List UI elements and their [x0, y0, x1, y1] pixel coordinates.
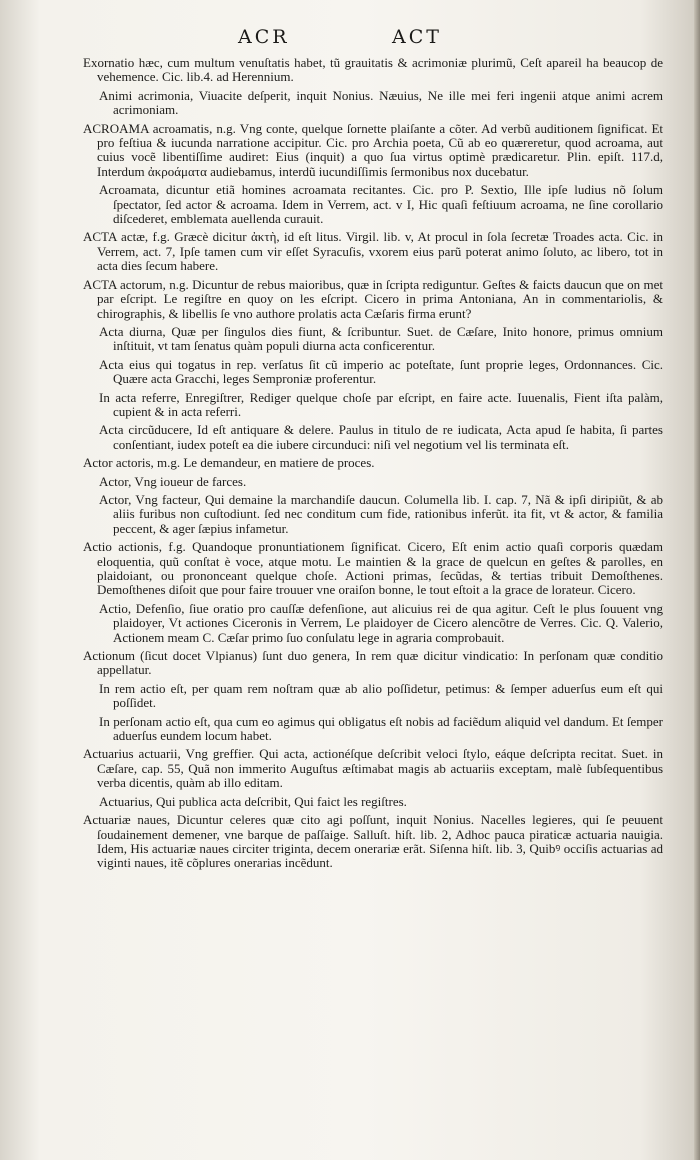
entry-actio-defensio: Actio, Defenſio, ſiue oratio pro cauſſæ defenſione, aut alicuius rei de qua agitur. Ceſt le plus ſouuent vng plaidoyer, Vt actiones Ciceronis in Verrem, Le plaidoyer de Cicero alencõtre de Verres. Cic. Q. Valerio, Actionem meam C. Cæſar primo ſuo conſulatu lege in agraria comprobauit.: [99, 600, 663, 645]
entry-acroamata: Acroamata, dicuntur etiã homines acroamata recitantes. Cic. pro P. Sextio, Ille ipſe ludius nõ ſolum ſpectator, ſed actor & acroama. Idem in Verrem, act. v I, Hic quaſi feſtiuum acroama, ne ſine corollario diſcederet, emblemata auellenda curauit.: [99, 182, 663, 227]
entry-actor: Actor actoris, m.g. Le demandeur, en matiere de proces.: [83, 455, 375, 471]
entry-actor-facteur: Actor, Vng facteur, Qui demaine la marchandiſe daucun. Columella lib. I. cap. 7, Nã & ipſi diripiũt, & ab aliis furibus non cuſtodiunt. ſed nec conditum cum fide, rationibus inferũt. ita fit, vt & actor, & familia peccent, & ager ſæpius infametur.: [99, 491, 663, 536]
entry-acroama: ACROAMA acroamatis, n.g. Vng conte, quelque ſornette plaiſante a cõter. Ad verbũ auditionem ſignificat. Et pro feſtiua & iucunda narratione accipitur. Cic. pro Archia poeta, Cũ ab eo quæreretur, quod acroama, aut cuius vocẽ libentiſſime audiret: Eius (inquit) a quo ſua virtus optimè prædicaretur. Plin. epiſt. 117.d, Interdum ἀκροάματα audiebamus, interdũ iucundiſſimis ſermonibus nox ducebatur.: [83, 120, 663, 179]
entry-acta-n: ACTA actorum, n.g. Dicuntur de rebus maioribus, quæ in ſcripta rediguntur. Geſtes & faicts daucun que on met par eſcript. Le regiſtre en quoy on les eſcript. Cicero in prima Antoniana, An in commentariolis, & chirographis, & libellis ſe vno authore prolatis acta Cæſaris firma erunt?: [83, 276, 663, 321]
entry-actor-ioueur: Actor, Vng ioueur de farces.: [99, 473, 247, 489]
running-head: [0, 26, 700, 50]
entry-actio: Actio actionis, f.g. Quandoque pronuntiationem ſignificat. Cicero, Eſt enim actio quaſi corporis quædam eloquentia, quũ conſtat è voce, atque motu. Le maintien & la grace de quelcun en geſtes & parolles, en plaidoiant, ou prononceant quelque choſe. Actioni primas, ſecũdas, & tertias tribuit Demoſthenes. Demoſthenes diſoit que pour faire trouuer vne oraiſon bonne, le tout eſtoit a la grace de lorateur. Cicero.: [83, 539, 663, 598]
entry-actionum: Actionum (ſicut docet Vlpianus) ſunt duo genera, In rem quæ dicitur vindicatio: In perſonam quæ conditio appellatur.: [83, 648, 663, 678]
entry-in-acta-referre: In acta referre, Enregiſtrer, Rediger quelque choſe par eſcript, en faire acte. Iuuenalis, Fient iſta palàm, cupient & in acta referri.: [99, 389, 663, 419]
entry-exornatio: Exornatio hæc, cum multum venuſtatis habet, tũ grauitatis & acrimoniæ plurimũ, Ceſt apareil ha beaucop de vehemence. Cic. lib.4. ad Herennium.: [83, 55, 663, 85]
running-head-left: ACR: [238, 26, 290, 48]
running-head-right: ACT: [392, 26, 442, 48]
entry-actuarius-publica: Actuarius, Qui publica acta deſcribit, Qui faict les regiſtres.: [99, 793, 407, 809]
page-edge-shadow: [694, 0, 700, 1160]
entry-animi-acrimonia: Animi acrimonia, Viuacite deſperit, inquit Nonius. Næuius, Ne ille mei feri ingenii atque animi acrem acrimoniam.: [99, 87, 663, 118]
entry-in-personam-actio: In perſonam actio eſt, qua cum eo agimus qui obligatus eſt nobis ad faciẽdum aliquid vel dandum. Et ſemper aduerſus eundem locum habet.: [99, 713, 663, 744]
entry-acta-eius: Acta eius qui togatus in rep. verſatus ſit cũ imperio ac poteſtate, ſunt proprie leges, Ordonnances. Cic. Quære acta Gracchi, leges Semproniæ proferentur.: [99, 356, 663, 387]
entry-acta-f: ACTA actæ, f.g. Græcè dicitur ἀκτὴ, id eſt litus. Virgil. lib. v, At procul in ſola ſecretæ Troades acta. Cic. in Verrem, act. 7, Ipſe tamen cum vir eſſet Syracuſis, vxorem eius parũ poterat animo ſoluto, ac libero, tot in acta dies ſecum habere.: [83, 229, 663, 274]
entry-acta-diurna: Acta diurna, Quæ per ſingulos dies fiunt, & ſcribuntur. Suet. de Cæſare, Inito honore, primus omnium inſtituit, vt tam ſenatus quàm populi diurna acta conficerentur.: [99, 323, 663, 354]
entry-in-rem-actio: In rem actio eſt, per quam rem noſtram quæ ab alio poſſidetur, petimus: & ſemper aduerſus eum eſt qui poſſidet.: [99, 680, 663, 711]
entry-acta-circumducere: Acta circũducere, Id eſt antiquare & delere. Paulus in titulo de re iudicata, Acta apud ſe habita, ſi partes conſentiant, iudex poteſt ea die iubere circunduci: niſi vel negotium vel lis terminata eſt.: [99, 422, 663, 452]
dictionary-column: [83, 56, 663, 875]
entry-actuarius: Actuarius actuarii, Vng greffier. Qui acta, actionéſque deſcribit veloci ſtylo, eáque deſcripta recitat. Suet. in Cæſare, cap. 55, Quã non immerito Auguſtus æſtimabat magis ab actuariis exceptam, malè ſubſequentibus verba dicentis, quàm ab illo editam.: [83, 746, 663, 791]
entry-actuariae-naues: Actuariæ naues, Dicuntur celeres quæ cito agi poſſunt, inquit Nonius. Nacelles legieres, qui ſe peuuent ſoudainement demener, vne barque de paſſaige. Salluſt. hiſt. lib. 2, Adhoc pauca piraticæ actuaria nauigia. Idem, His actuariæ naues circiter triginta, decem onerariæ erãt. Siſenna hiſt. lib. 3, Quibꝰ occiſis actuarias ad viginti naues, itẽ cõplures onerarias incẽdunt.: [83, 812, 663, 871]
